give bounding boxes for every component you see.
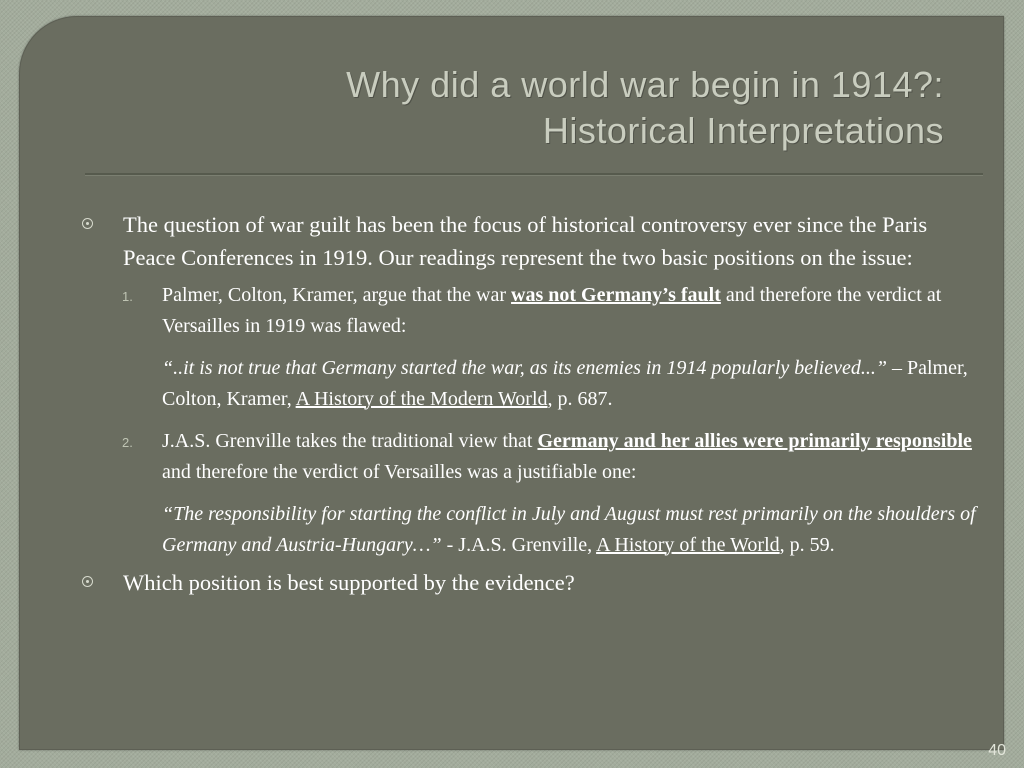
circle-bullet-icon — [82, 218, 93, 229]
quote — [162, 353, 979, 414]
bullet-text: Which position is best supported by the evidence? — [123, 570, 575, 595]
quote — [162, 499, 979, 560]
source-page: , p. 687. — [547, 387, 613, 410]
title-divider — [85, 173, 983, 176]
list-item-text — [162, 280, 979, 341]
quote-text: “..it is not true that Germany started the war, as its enemies in 1914 popularly believed...” — [162, 357, 887, 379]
slide-title — [44, 62, 944, 154]
quote-attribution: – Palmer, Colton, Kramer, — [162, 357, 968, 410]
bullet-point — [79, 208, 979, 274]
slide-body — [79, 208, 979, 599]
slide-number: 40 — [988, 742, 1006, 759]
item-text-before: J.A.S. Grenville takes the traditional view that — [162, 430, 538, 452]
item-emphasis: Germany and her allies were primarily responsible — [537, 430, 972, 452]
item-emphasis: was not Germany’s fault — [511, 284, 721, 306]
list-item — [79, 280, 979, 414]
title-line-1: Why did a world war begin in 1914?: — [346, 64, 944, 105]
source-title: A History of the Modern World — [295, 387, 548, 410]
source-title: A History of the World — [596, 533, 780, 556]
item-text-after: and therefore the verdict at Versailles in 1919 was flawed: — [162, 284, 942, 337]
title-line-2: Historical Interpretations — [542, 110, 944, 151]
list-number: 1. — [122, 289, 133, 304]
circle-bullet-icon — [82, 576, 93, 587]
slide-panel — [19, 16, 1004, 750]
source-page: , p. 59. — [779, 533, 835, 556]
list-number: 2. — [122, 435, 133, 450]
quote-attribution: - J.A.S. Grenville, — [441, 533, 597, 556]
numbered-list — [79, 280, 979, 560]
list-item-text — [162, 426, 979, 487]
bullet-text: The question of war guilt has been the focus of historical controversy ever since the Paris Peace Conferences in 1919. Our readings represent the two basic positions on the issue: — [123, 212, 928, 270]
item-text-before: Palmer, Colton, Kramer, argue that the war — [162, 284, 512, 306]
quote-text: “The responsibility for starting the conflict in July and August must rest primarily on the shoulders of Germany and Austria-Hungary…” — [162, 503, 976, 556]
item-text-after: and therefore the verdict of Versailles was a justifiable one: — [162, 460, 637, 483]
bullet-point — [79, 566, 979, 599]
list-item — [79, 426, 979, 560]
